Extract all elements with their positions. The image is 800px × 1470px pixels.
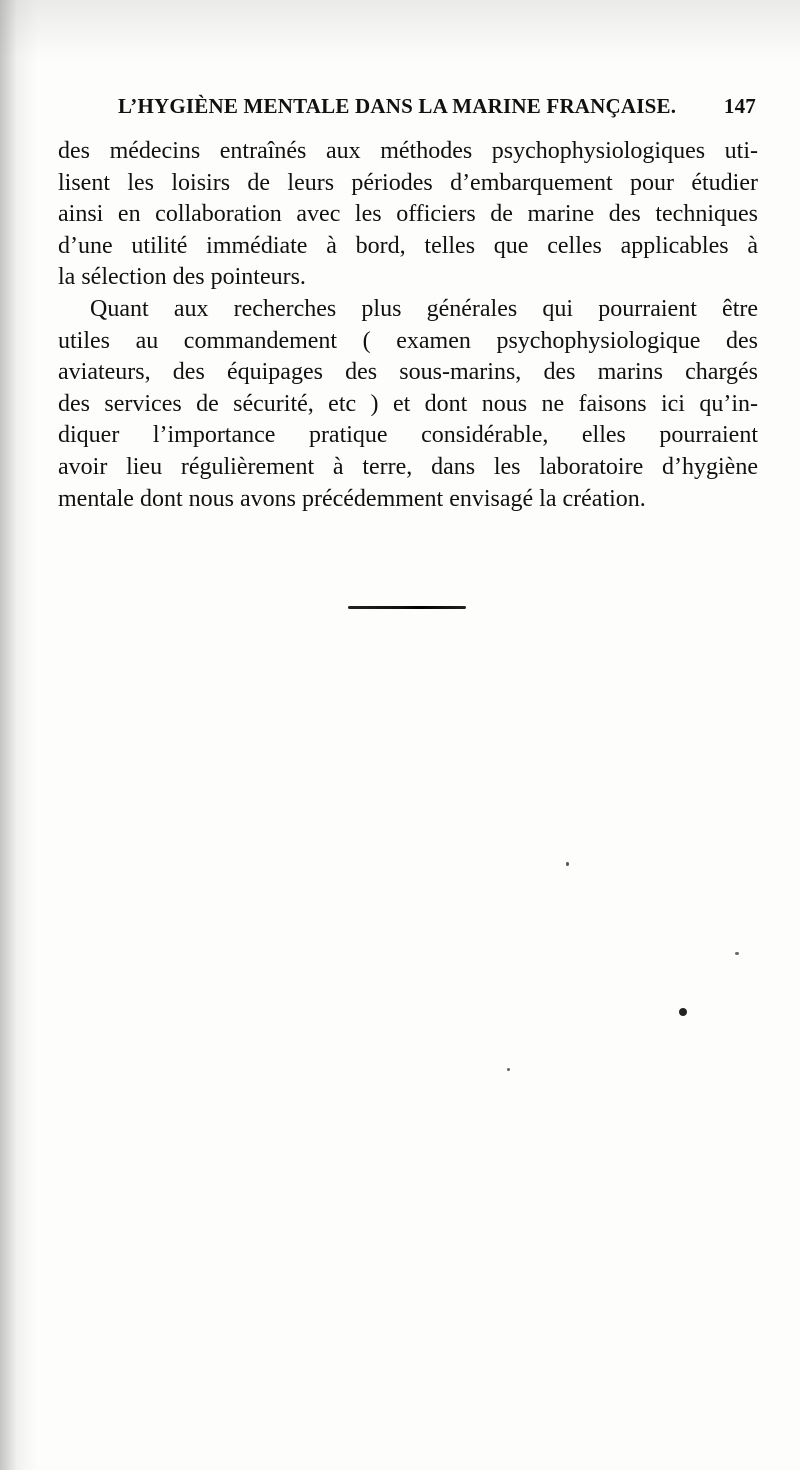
ink-speck bbox=[507, 1068, 510, 1071]
ink-speck bbox=[735, 952, 739, 955]
running-title: L’HYGIÈNE MENTALE DANS LA MARINE FRANÇAISE. bbox=[118, 94, 677, 118]
text-line: la sélection des pointeurs. bbox=[58, 264, 306, 291]
text-line: des services de sécurité, etc ) et dont nous ne faisons ici qu’in- bbox=[58, 390, 758, 417]
running-head bbox=[118, 94, 758, 124]
text-line: Quant aux recherches plus générales qui pourraient être bbox=[90, 295, 758, 322]
text-line: d’une utilité immédiate à bord, telles que celles applicables à bbox=[58, 232, 758, 259]
text-line: aviateurs, des équipages des sous-marins, des marins chargés bbox=[58, 359, 758, 386]
text-line: utiles au commandement ( examen psychophysiologique des bbox=[58, 327, 758, 354]
text-line: diquer l’importance pratique considérable, elles pourraient bbox=[58, 422, 758, 449]
ink-speck bbox=[566, 862, 569, 866]
binding-shadow bbox=[0, 0, 38, 1470]
text-line: ainsi en collaboration avec les officiers de marine des techniques bbox=[58, 201, 758, 228]
paragraph-1 bbox=[58, 136, 758, 294]
top-edge-shadow bbox=[0, 0, 800, 60]
text-line: des médecins entraînés aux méthodes psychophysiologiques uti- bbox=[58, 138, 758, 164]
text-line: avoir lieu régulièrement à terre, dans les laboratoire d’hygiène bbox=[58, 453, 758, 480]
page-number: 147 bbox=[723, 94, 756, 118]
ink-speck bbox=[679, 1008, 687, 1016]
paragraph-2 bbox=[58, 294, 758, 515]
body-text bbox=[58, 136, 758, 515]
text-line: lisent les loisirs de leurs périodes d’embarquement pour étudier bbox=[58, 169, 758, 196]
text-line: mentale dont nous avons précédemment envisagé la création. bbox=[58, 485, 646, 512]
section-end-rule bbox=[348, 606, 466, 609]
